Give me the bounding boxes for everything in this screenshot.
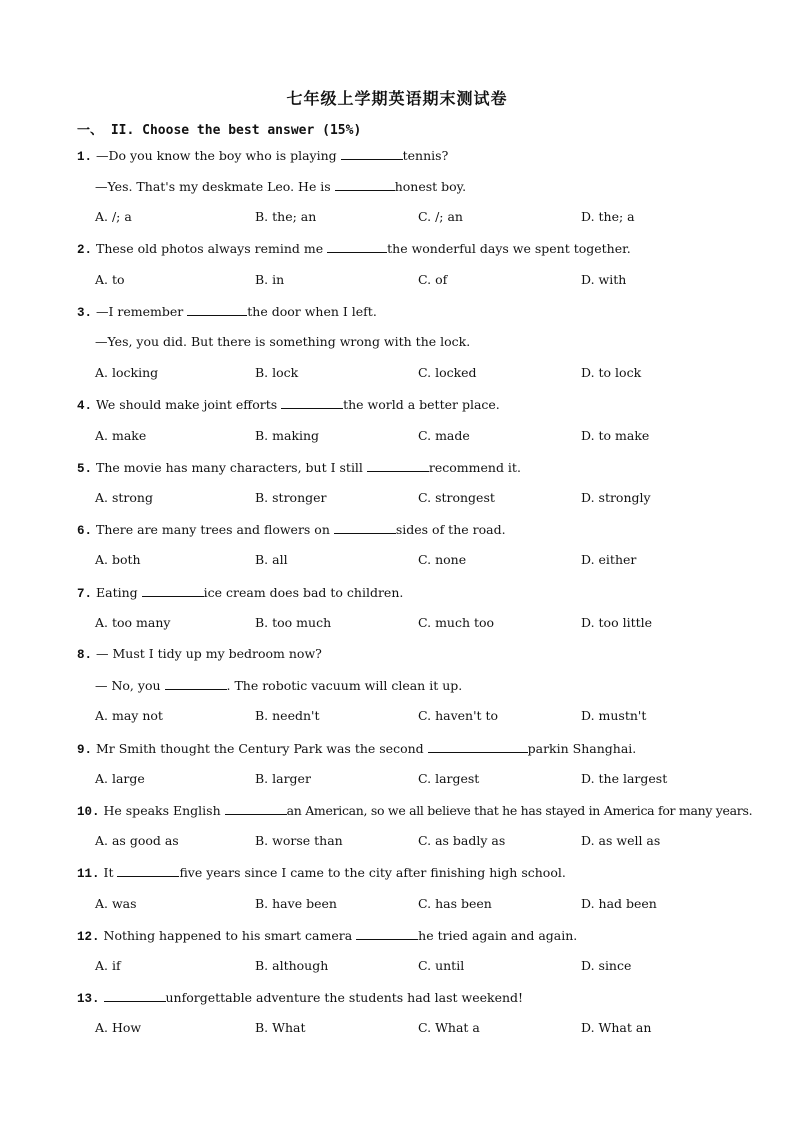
question-10: 10. He speaks English an American, so we all believe that he has stayed in America for many years. [77, 803, 753, 819]
option-d[interactable]: D. the largest [581, 771, 668, 786]
question-7: 7. Eating ice cream does bad to children. [77, 585, 404, 601]
option-b[interactable]: B. the; an [255, 209, 317, 224]
option-b[interactable]: B. What [255, 1020, 306, 1035]
option-b[interactable]: B. making [255, 428, 320, 443]
question-3: 3. —I remember the door when I left. [77, 304, 377, 320]
answer-blank[interactable] [187, 303, 247, 316]
option-a[interactable]: A. both [95, 552, 141, 567]
question-1: 1. —Do you know the boy who is playing tennis? [77, 148, 449, 164]
option-a[interactable]: A. /; a [95, 209, 132, 224]
question-9: 9. Mr Smith thought the Century Park was the second parkin Shanghai. [77, 741, 637, 757]
option-c[interactable]: C. as badly as [418, 833, 506, 848]
option-a[interactable]: A. to [95, 272, 125, 287]
option-a[interactable]: A. make [95, 428, 147, 443]
option-d[interactable]: D. had been [581, 896, 657, 911]
answer-blank[interactable] [356, 927, 418, 940]
question-6: 6. There are many trees and flowers on sides of the road. [77, 522, 506, 538]
option-c[interactable]: C. made [418, 428, 470, 443]
option-d[interactable]: D. What an [581, 1020, 652, 1035]
question-4: 4. We should make joint efforts the world a better place. [77, 397, 500, 413]
option-d[interactable]: D. with [581, 272, 627, 287]
option-c[interactable]: C. much too [418, 615, 495, 630]
option-a[interactable]: A. may not [95, 708, 163, 723]
option-a[interactable]: A. if [95, 958, 121, 973]
question-5: 5. The movie has many characters, but I still recommend it. [77, 460, 521, 476]
option-c[interactable]: C. has been [418, 896, 492, 911]
option-c[interactable]: C. locked [418, 365, 477, 380]
option-b[interactable]: B. larger [255, 771, 311, 786]
section-heading: 一、 II. Choose the best answer (15%) [77, 123, 362, 138]
option-a[interactable]: A. was [95, 896, 137, 911]
option-d[interactable]: D. either [581, 552, 637, 567]
question-8-line-2: — No, you . The robotic vacuum will clean it up. [95, 678, 463, 693]
question-2: 2. These old photos always remind me the wonderful days we spent together. [77, 241, 631, 257]
answer-blank[interactable] [428, 740, 528, 753]
option-b[interactable]: B. although [255, 958, 329, 973]
question-13: 13. unforgettable adventure the students had last weekend! [77, 990, 524, 1006]
option-a[interactable]: A. locking [95, 365, 159, 380]
answer-blank[interactable] [334, 521, 396, 534]
option-c[interactable]: C. haven't to [418, 708, 499, 723]
option-b[interactable]: B. in [255, 272, 285, 287]
question-8: 8. — Must I tidy up my bedroom now? [77, 646, 322, 662]
option-d[interactable]: D. to lock [581, 365, 642, 380]
option-b[interactable]: B. worse than [255, 833, 343, 848]
answer-blank[interactable] [327, 240, 387, 253]
option-c[interactable]: C. strongest [418, 490, 495, 505]
answer-blank[interactable] [367, 459, 429, 472]
option-a[interactable]: A. How [95, 1020, 142, 1035]
answer-blank[interactable] [281, 396, 343, 409]
answer-blank[interactable] [142, 584, 204, 597]
question-12: 12. Nothing happened to his smart camera he tried again and again. [77, 928, 578, 944]
option-b[interactable]: B. stronger [255, 490, 327, 505]
option-a[interactable]: A. as good as [95, 833, 179, 848]
option-d[interactable]: D. too little [581, 615, 653, 630]
option-c[interactable]: C. until [418, 958, 465, 973]
option-d[interactable]: D. as well as [581, 833, 661, 848]
question-3-line-2: —Yes, you did. But there is something wrong with the lock. [95, 334, 471, 349]
option-c[interactable]: C. none [418, 552, 467, 567]
question-1-line-2: —Yes. That's my deskmate Leo. He is honest boy. [95, 179, 467, 194]
answer-blank[interactable] [335, 178, 395, 191]
option-d[interactable]: D. to make [581, 428, 650, 443]
option-b[interactable]: B. have been [255, 896, 337, 911]
answer-blank[interactable] [225, 802, 287, 815]
answer-blank[interactable] [165, 677, 227, 690]
option-a[interactable]: A. large [95, 771, 145, 786]
option-d[interactable]: D. strongly [581, 490, 651, 505]
page-title: 七年级上学期英语期末测试卷 [286, 89, 508, 108]
option-d[interactable]: D. since [581, 958, 632, 973]
option-a[interactable]: A. strong [95, 490, 153, 505]
option-a[interactable]: A. too many [95, 615, 171, 630]
option-b[interactable]: B. too much [255, 615, 332, 630]
option-b[interactable]: B. needn't [255, 708, 320, 723]
option-b[interactable]: B. lock [255, 365, 299, 380]
option-c[interactable]: C. of [418, 272, 448, 287]
option-d[interactable]: D. mustn't [581, 708, 647, 723]
option-c[interactable]: C. /; an [418, 209, 463, 224]
answer-blank[interactable] [104, 989, 166, 1002]
option-d[interactable]: D. the; a [581, 209, 635, 224]
option-b[interactable]: B. all [255, 552, 288, 567]
answer-blank[interactable] [117, 864, 179, 877]
answer-blank[interactable] [341, 147, 403, 160]
option-c[interactable]: C. What a [418, 1020, 480, 1035]
option-c[interactable]: C. largest [418, 771, 480, 786]
question-11: 11. It five years since I came to the city after finishing high school. [77, 865, 566, 881]
